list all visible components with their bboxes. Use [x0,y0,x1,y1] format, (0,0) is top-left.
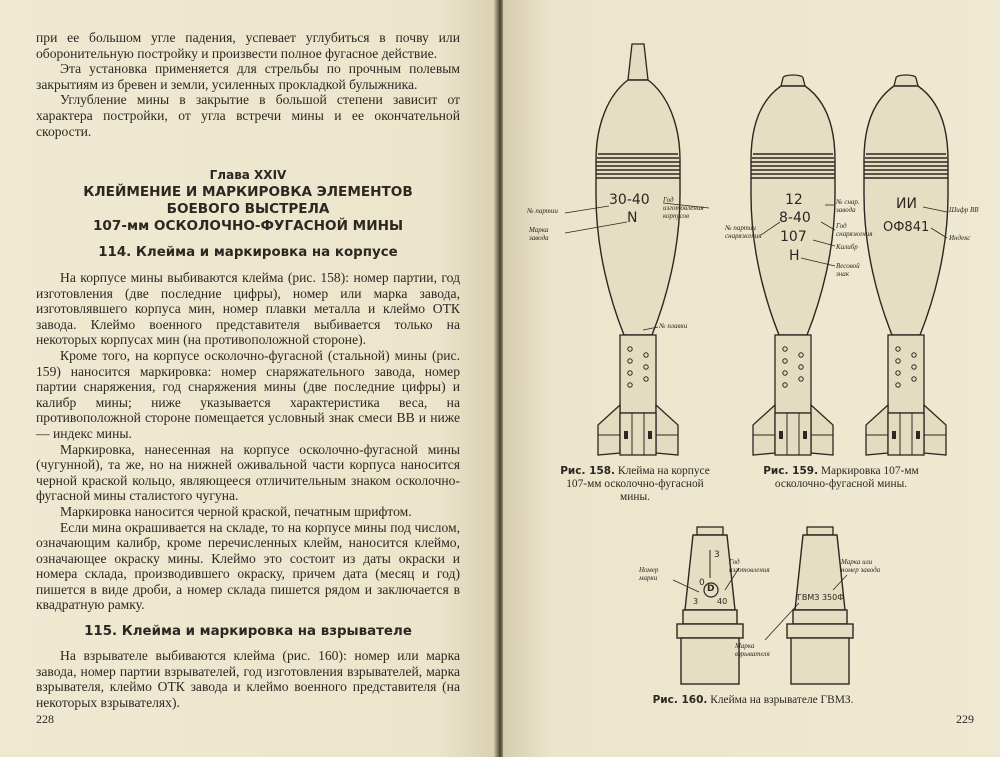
fig158-label-melt: № плавки [659,322,688,330]
chapter-title-line-1: КЛЕЙМЕНИЕ И МАРКИРОВКА ЭЛЕМЕНТОВ БОЕВОГО ВЫСТРЕЛА [83,184,413,217]
page-number-right: 229 [956,712,974,726]
fig160-label-fuze: Марка взрывателя [735,642,770,658]
fig158-caption-text: Клейма на корпусе 107-мм осколочно-фугасной мины. [566,465,710,503]
fig160-caption [613,694,893,707]
fig160-caption-number: Рис. 160. [652,694,708,706]
fig159b-mark-2: ОФ841 [883,220,930,235]
fig159b-label-index: Индекс [949,234,971,242]
fig159-caption [761,465,921,491]
fig159b-mark-1: ИИ [896,196,917,212]
fig159-caption-text: Маркировка 107-мм осколочно-фугасной мины. [774,465,919,490]
fig159a-mark-3: 107 [780,229,807,245]
fig160-fuze-text: ГВМЗ 350Ф [797,593,845,602]
paragraph: Эта установка применяется для стрельбы по прочным полевым закрытиям из бревен и земли, усиленных прокладкой булыжника. [36,61,460,92]
mine-fig158-drawing [596,44,680,455]
mine-fig159a-drawing [751,75,835,455]
fig159b-label-code: Шифр ВВ [949,206,979,214]
fig158-marks-line2: N [627,210,638,226]
fig160-caption-text: Клейма на взрывателе ГВМЗ. [710,694,854,706]
mine-fig159b-drawing [864,75,948,455]
fig160-stamp-right: 40 [717,597,728,606]
paragraph: На взрывателе выбиваются клейма (рис. 160): номер или марка завода, номер партии взрывателей, год изготовления взрывателей, марка взрывателя, клеймо ОТК завода и клеймо военного представителя (на некоторых взрывателях). [36,648,460,710]
fig159a-label-caliber: Калибр [836,243,858,251]
fig159a-label-factory: № снар. завода [836,198,860,214]
paragraph: Маркировка, нанесенная на корпусе осколочно-фугасной мины (чугунной), та же, но на нижней оживальной части корпуса наносится черной краской кольцо, являющееся отличительным знаком осколочно-фугасной мины сталистого чугуна. [36,441,460,504]
fig159a-label-party: № партии снаряжения [725,224,762,240]
page-number-left: 228 [36,712,54,726]
fig159a-label-weight: Весовой знак [836,262,860,278]
paragraph: при ее большом угле падения, успевает углубиться в почву или оборонительную постройку и произвести полное фугасное действие. [36,30,460,61]
intro-text [36,30,460,139]
paragraph: Маркировка наносится черной краской, печатным шрифтом. [60,503,412,519]
fig160-label-year: Год изготовления [729,558,770,574]
fig160-stamp-left: 3 [693,597,699,606]
fig160-stamp-d: D [707,584,715,594]
chapter-title-line-2: 107-мм ОСКОЛОЧНО-ФУГАСНОЙ МИНЫ [92,218,404,234]
fig160-stamp-top: 3 [714,550,720,560]
fig159a-mark-4: Н [789,248,800,264]
paragraph: Углубление мины в закрытие в большой степени зависит от характера постройки, от угла встречи мины и ее окончательной скорости. [36,92,460,139]
fig159a-mark-1: 12 [785,192,803,208]
left-page [0,0,497,757]
chapter-title [36,184,460,235]
fig158-caption-number: Рис. 158. [560,465,616,477]
fig158-label-factory: Марка завода [529,226,549,242]
fig158-label-party: № партии [527,207,558,215]
fig160-label-number: Номер марки [639,566,659,582]
fig159a-label-year: Год снаряжения [836,222,873,238]
fig158-label-year: Год изготовления корпусов [663,196,704,220]
fuze-left-drawing [677,527,743,684]
paragraph: На корпусе мины выбиваются клейма (рис. 158): номер партии, год изготовления (две последние цифры), номер или марка завода, изготовлявшего корпуса мин, номер плавки металла и клеймо ОТК завода. Клеймо военного представителя выбивается только на некоторых корпусах мин (на противоположной стороне). [36,270,460,348]
chapter-number: Глава XXIV [209,168,287,182]
paragraph: Кроме того, на корпусе осколочно-фугасной (стальной) мины (рис. 159) наносится маркировка: номер снаряжательного завода, номер партии снаряжения, год снаряжения мины (две последние цифры) и калибр мины; ниже указывается характеристика веса, на противоположной стороне помещается условный знак смеси ВВ и ниже — индекс мины. [36,347,460,441]
section-114-text [36,270,460,613]
section-heading-114: 114. Клейма и маркировка на корпусе [98,245,398,260]
fig160-label-factory: Марка или номер завода [841,558,881,574]
fig158-marks-line1: 30-40 [609,192,650,208]
paragraph: Если мина окрашивается на складе, то на корпусе мины под числом, означающим калибр, кроме перечисленных клейм, наносится клеймо, означающее окраску мины. Клеймо это состоит из даты окраски и номера склада, производившего окраску, причем дата (месяц и год) пишется в виде дроби, а номер склада пишется рядом и заключается в квадратную рамку. [36,519,460,613]
section-heading-115: 115. Клейма и маркировка на взрывателе [84,624,412,639]
right-page [503,0,1000,757]
fig160-stamp-zero: 0 [699,578,705,588]
fig159-caption-number: Рис. 159. [763,465,819,477]
fig158-caption [555,465,715,504]
fig159a-mark-2: 8-40 [779,210,811,226]
section-115-text [36,648,460,710]
